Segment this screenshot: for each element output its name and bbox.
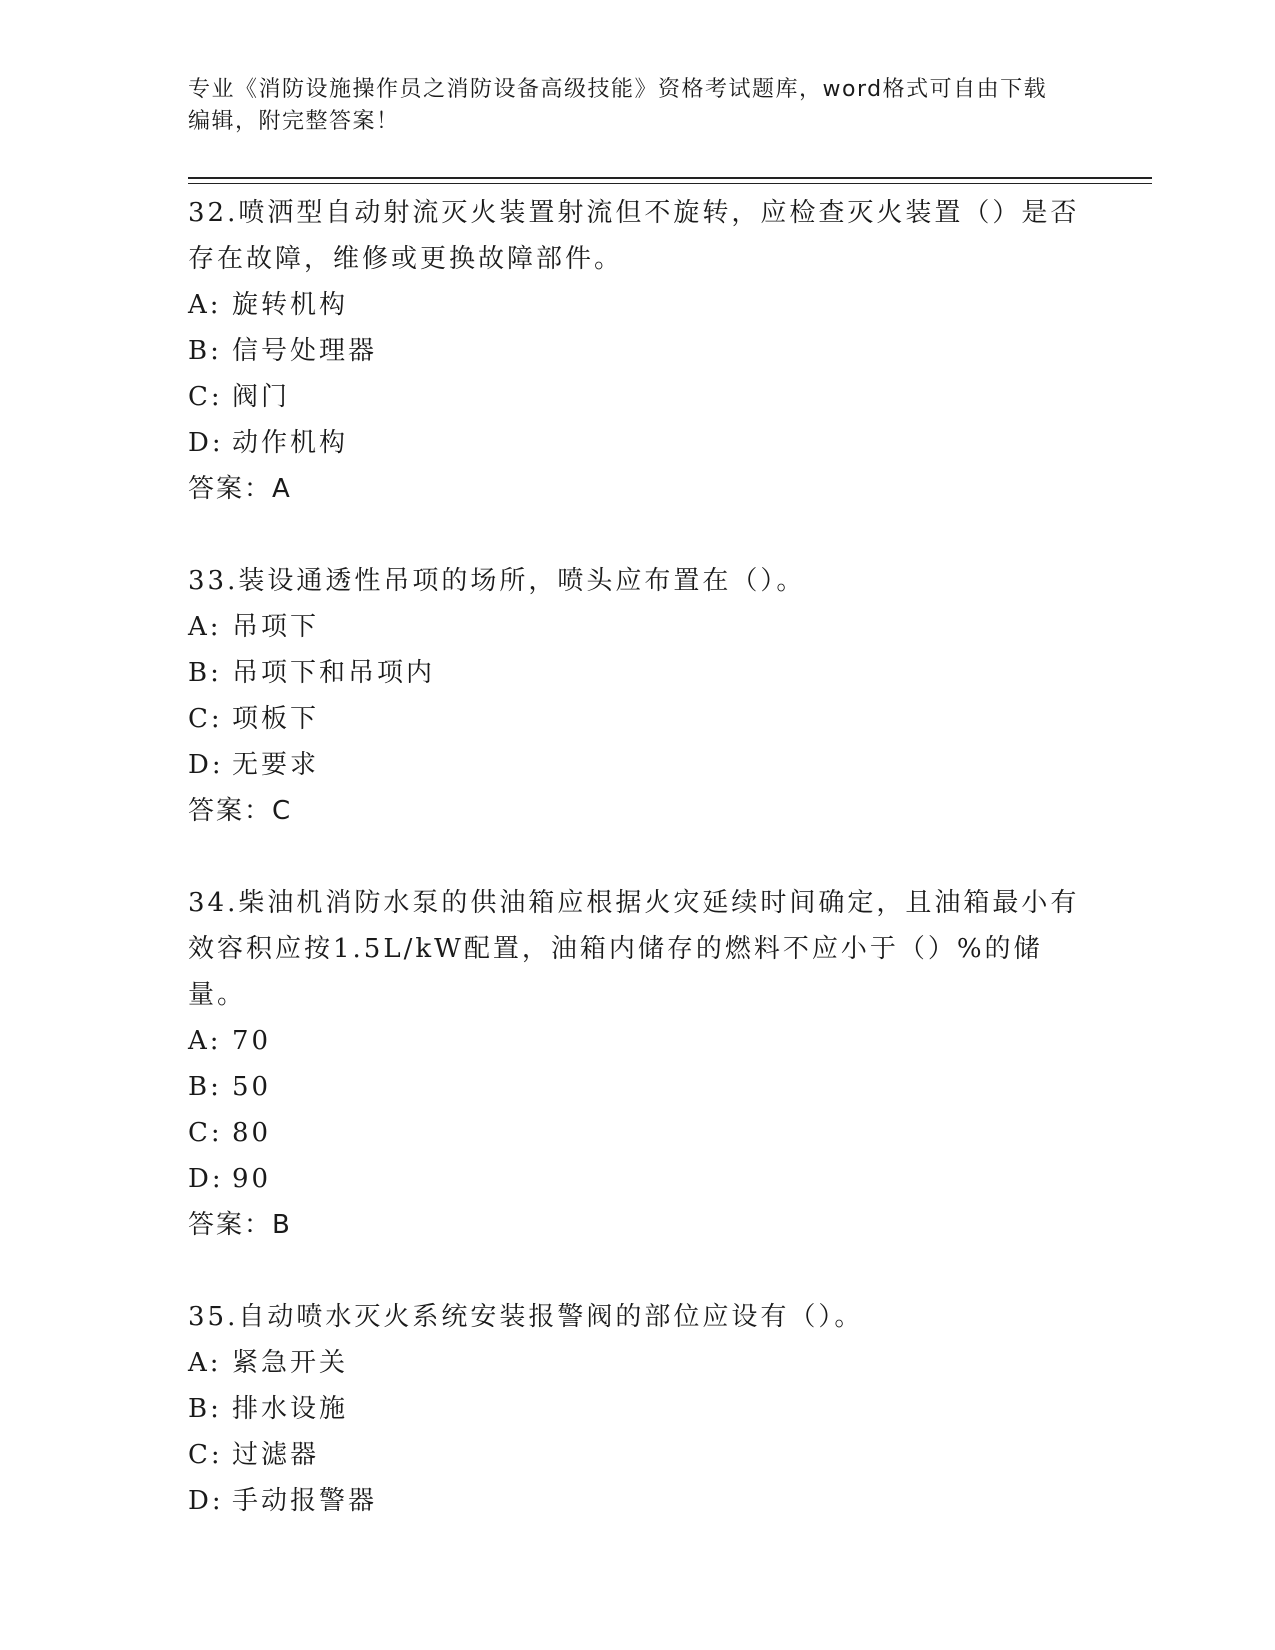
option-text: 50 bbox=[232, 1072, 272, 1102]
option-letter: C: bbox=[188, 382, 223, 412]
option-c bbox=[188, 374, 1088, 420]
option-letter: A: bbox=[188, 1348, 222, 1378]
option-c bbox=[188, 1432, 1088, 1478]
option-letter: C: bbox=[188, 1118, 223, 1148]
option-text: 90 bbox=[232, 1164, 272, 1194]
answer-label: 答案： bbox=[188, 1210, 273, 1240]
option-b bbox=[188, 1386, 1088, 1432]
option-text: 阀门 bbox=[232, 382, 291, 412]
question-text: 35.自动喷水灭火系统安装报警阀的部位应设有（）。 bbox=[188, 1302, 864, 1332]
option-text: 动作机构 bbox=[232, 428, 349, 458]
option-letter: A: bbox=[188, 612, 222, 642]
option-a bbox=[188, 604, 1088, 650]
header-divider-thick bbox=[188, 177, 1152, 179]
answer-line bbox=[188, 466, 1088, 512]
answer-label: 答案： bbox=[188, 474, 273, 504]
option-d bbox=[188, 420, 1088, 466]
question-text: 32.喷洒型自动射流灭火装置射流但不旋转，应检查灭火装置（）是否存在故障，维修或更换故障部件。 bbox=[188, 198, 1080, 274]
question-list bbox=[188, 190, 1088, 1570]
option-d bbox=[188, 1478, 1088, 1524]
option-c bbox=[188, 696, 1088, 742]
option-text: 无要求 bbox=[232, 750, 320, 780]
option-a bbox=[188, 282, 1088, 328]
option-d bbox=[188, 1156, 1088, 1202]
option-letter: D: bbox=[188, 750, 224, 780]
option-d bbox=[188, 742, 1088, 788]
answer-label: 答案： bbox=[188, 796, 273, 826]
option-letter: D: bbox=[188, 1486, 224, 1516]
option-text: 紧急开关 bbox=[232, 1348, 349, 1378]
question-text: 33.装设通透性吊项的场所，喷头应布置在（）。 bbox=[188, 566, 806, 596]
option-b bbox=[188, 1064, 1088, 1110]
option-text: 吊项下和吊项内 bbox=[232, 658, 436, 688]
option-letter: A: bbox=[188, 1026, 222, 1056]
option-letter: B: bbox=[188, 1394, 222, 1424]
option-letter: A: bbox=[188, 290, 222, 320]
answer-value: A bbox=[272, 474, 292, 504]
option-text: 吊项下 bbox=[232, 612, 320, 642]
answer-line bbox=[188, 788, 1088, 834]
question-33 bbox=[188, 558, 1088, 834]
question-32 bbox=[188, 190, 1088, 512]
option-letter: B: bbox=[188, 1072, 222, 1102]
option-text: 项板下 bbox=[232, 704, 320, 734]
option-text: 70 bbox=[232, 1026, 272, 1056]
option-letter: C: bbox=[188, 704, 223, 734]
option-a bbox=[188, 1340, 1088, 1386]
option-letter: B: bbox=[188, 336, 222, 366]
option-text: 手动报警器 bbox=[232, 1486, 378, 1516]
option-letter: C: bbox=[188, 1440, 223, 1470]
option-letter: D: bbox=[188, 428, 224, 458]
option-b bbox=[188, 328, 1088, 374]
header-text: 专业《消防设施操作员之消防设备高级技能》资格考试题库，word格式可自由下载编辑，附完整答案！ bbox=[188, 77, 1048, 134]
header-divider-thin bbox=[188, 183, 1152, 184]
question-35 bbox=[188, 1294, 1088, 1524]
option-text: 排水设施 bbox=[232, 1394, 349, 1424]
question-text: 34.柴油机消防水泵的供油箱应根据火灾延续时间确定，且油箱最小有效容积应按1.5L/kW配置，油箱内储存的燃料不应小于（）%的储量。 bbox=[188, 888, 1080, 1010]
document-header bbox=[188, 74, 1068, 138]
option-a bbox=[188, 1018, 1088, 1064]
option-letter: D: bbox=[188, 1164, 224, 1194]
option-b bbox=[188, 650, 1088, 696]
answer-value: C bbox=[272, 796, 293, 826]
answer-line bbox=[188, 1202, 1088, 1248]
option-text: 过滤器 bbox=[232, 1440, 320, 1470]
question-34 bbox=[188, 880, 1088, 1248]
option-text: 旋转机构 bbox=[232, 290, 349, 320]
option-text: 信号处理器 bbox=[232, 336, 378, 366]
option-letter: B: bbox=[188, 658, 222, 688]
option-text: 80 bbox=[232, 1118, 272, 1148]
option-c bbox=[188, 1110, 1088, 1156]
answer-value: B bbox=[272, 1210, 292, 1240]
